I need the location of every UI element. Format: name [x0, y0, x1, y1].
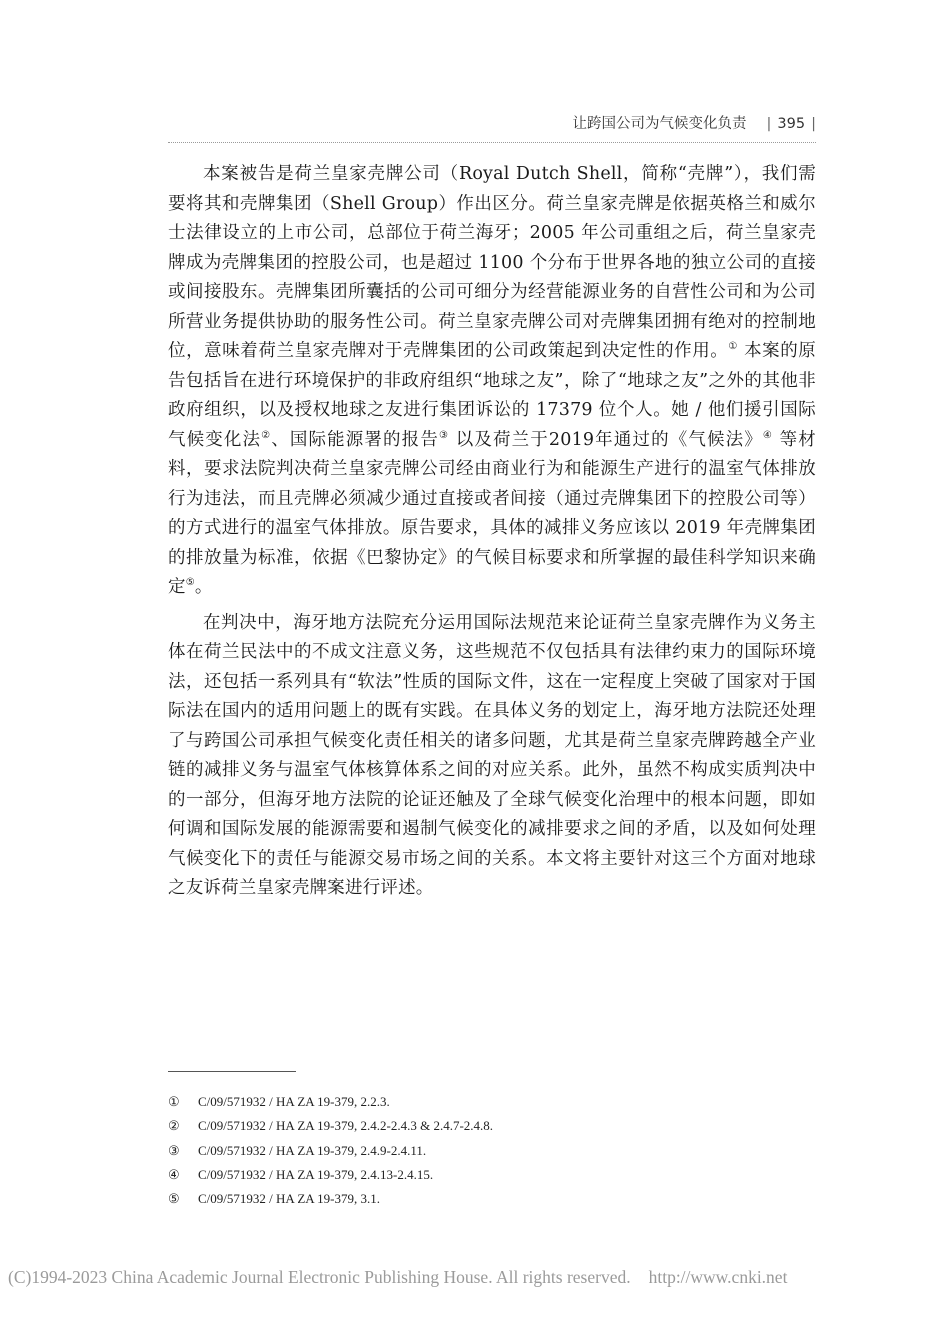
- header-separator-right: |: [811, 116, 816, 132]
- footnote-ref-2[interactable]: ②: [261, 429, 272, 441]
- running-header: [168, 112, 816, 143]
- paragraph-1-text-b: 本案的原告包括旨在进行环境保护的非政府组织“地球之友”，除了“地球之友”之外的其他非政府组织，以及授权地球之友进行集团诉讼的 17379 位个人。她 / 他们援引国际气候变化法: [168, 341, 817, 450]
- paragraph-1: [168, 160, 816, 603]
- header-title: 让跨国公司为气候变化负责: [572, 116, 747, 132]
- header-separator: |: [766, 116, 772, 132]
- footnote-number: ⑤: [168, 1191, 180, 1207]
- copyright-watermark: [8, 1267, 950, 1288]
- footnote-number: ④: [168, 1166, 180, 1182]
- footnote-divider: [168, 1071, 296, 1072]
- footnote-text: C/09/571932 / HA ZA 19-379, 3.1.: [198, 1191, 381, 1207]
- footnote-text: C/09/571932 / HA ZA 19-379, 2.4.2-2.4.3 & 2.4.7-2.4.8.: [198, 1118, 494, 1134]
- footnote-text: C/09/571932 / HA ZA 19-379, 2.4.9-2.4.11.: [198, 1142, 427, 1158]
- page-number: 395: [777, 116, 806, 132]
- footnote-item: [168, 1139, 808, 1163]
- footnote-item: [168, 1114, 808, 1138]
- footnote-ref-1[interactable]: ①: [728, 341, 738, 353]
- footnote-ref-4[interactable]: ④: [762, 429, 773, 441]
- footnote-number: ③: [168, 1142, 180, 1158]
- paragraph-1-text-a: 本案被告是荷兰皇家壳牌公司（Royal Dutch Shell，简称“壳牌”），我们需要将其和壳牌集团（Shell Group）作出区分。荷兰皇家壳牌是依据英格兰和威尔士法律设立的上市公司，总部位于荷兰海牙；2005 年公司重组之后，荷兰皇家壳牌成为壳牌集团的控股公司，也是超过 1100 个分布于世界各地的独立公司的直接或间接股东。壳牌集团所囊括的公司可细分为经营能源业务的自营性公司和为公司所营业务提供协助的服务性公司。荷兰皇家壳牌公司对壳牌集团拥有绝对的控制地位，意味着荷兰皇家壳牌对于壳牌集团的公司政策起到决定性的作用。: [168, 164, 816, 361]
- footnote-item: [168, 1163, 808, 1187]
- footnote-ref-5[interactable]: ⑤: [185, 577, 195, 589]
- body-text: [168, 160, 816, 910]
- footnote-item: [168, 1187, 808, 1211]
- footnotes: [168, 1090, 808, 1211]
- footnote-text: C/09/571932 / HA ZA 19-379, 2.4.13-2.4.15.: [198, 1166, 434, 1182]
- paragraph-1-text-f: 。: [194, 577, 213, 597]
- paragraph-2: 在判决中，海牙地方法院充分运用国际法规范来论证荷兰皇家壳牌作为义务主体在荷兰民法中的不成文注意义务，这些规范不仅包括具有法律约束力的国际环境法，还包括一系列具有“软法”性质的国际文件，这在一定程度上突破了国家对于国际法在国内的适用问题上的既有实践。在具体义务的划定上，海牙地方法院还处理了与跨国公司承担气候变化责任相关的诸多问题，尤其是荷兰皇家壳牌跨越全产业链的减排义务与温室气体核算体系之间的对应关系。此外，虽然不构成实质判决中的一部分，但海牙地方法院的论证还触及了全球气候变化治理中的根本问题，即如何调和国际发展的能源需要和遏制气候变化的减排要求之间的矛盾，以及如何处理气候变化下的责任与能源交易市场之间的关系。本文将主要针对这三个方面对地球之友诉荷兰皇家壳牌案进行评述。: [168, 612, 816, 898]
- copyright-text: (C)1994-2023 China Academic Journal Electronic Publishing House. All rights reserved.: [8, 1267, 631, 1287]
- paragraph-1-text-e: 等材料，要求法院判决荷兰皇家壳牌公司经由商业行为和能源生产进行的温室气体排放行为违法，而且壳牌必须减少通过直接或者间接（通过壳牌集团下的控股公司等）的方式进行的温室气体排放。原告要求，具体的减排义务应该以 2019 年壳牌集团的排放量为标准，依据《巴黎协定》的气候目标要求和所掌握的最佳科学知识来确定: [168, 429, 817, 597]
- paragraph-1-text-c: 、国际能源署的报告: [271, 429, 439, 450]
- footnote-item: [168, 1090, 808, 1114]
- paragraph-1-text-d: 以及荷兰于2019年通过的《气候法》: [449, 429, 763, 450]
- footnote-number: ①: [168, 1094, 180, 1109]
- footnote-ref-3[interactable]: ③: [438, 429, 450, 441]
- copyright-url[interactable]: http://www.cnki.net: [648, 1267, 788, 1287]
- footnote-number: ②: [168, 1118, 180, 1134]
- footnote-text: C/09/571932 / HA ZA 19-379, 2.2.3.: [198, 1094, 390, 1109]
